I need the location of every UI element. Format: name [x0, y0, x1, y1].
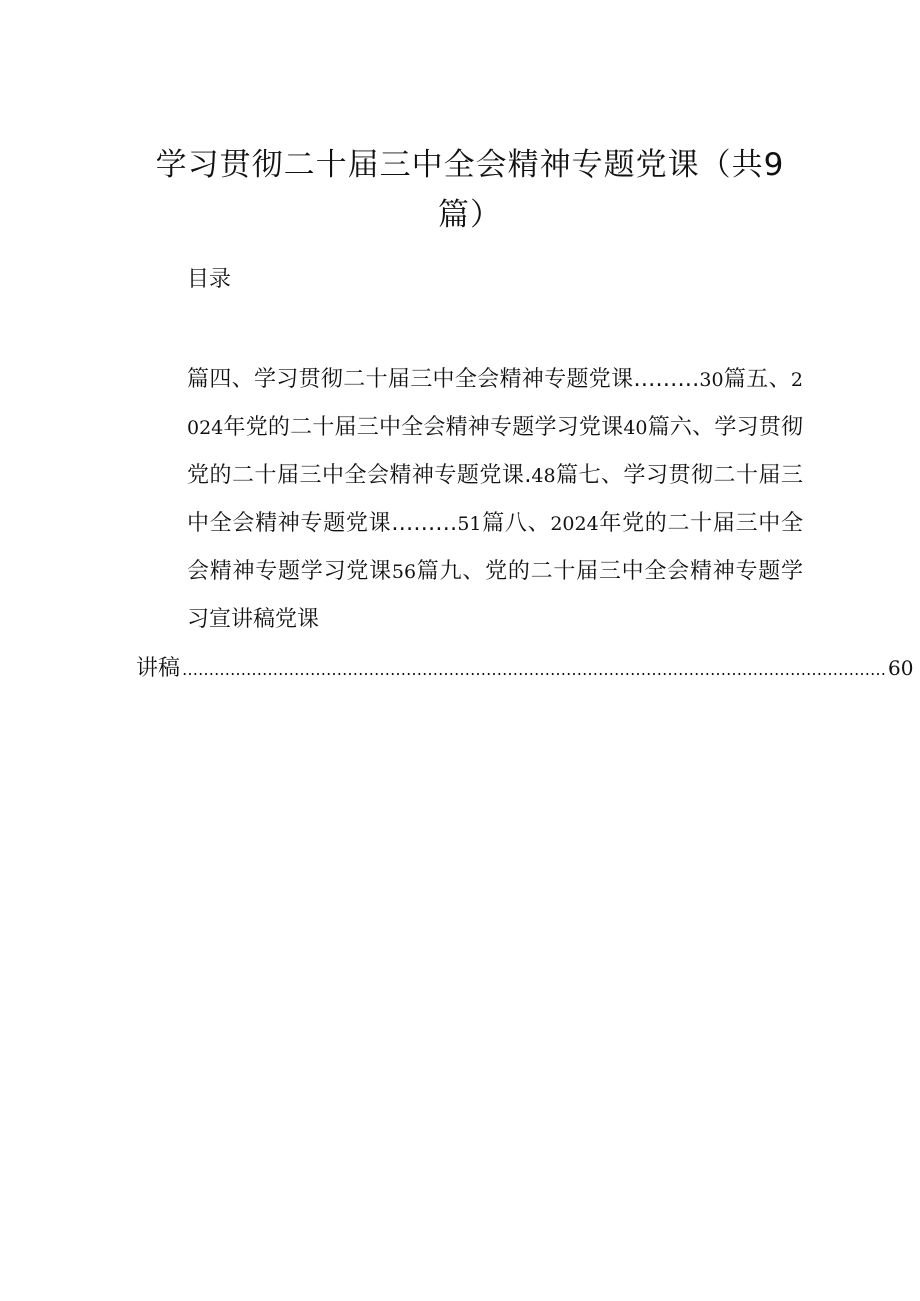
toc-year: 2024	[187, 369, 803, 439]
toc-last-entry	[136, 650, 914, 686]
toc-text-segment: 年党的二十届三中全会精神专题学习党课	[223, 415, 624, 440]
toc-text-segment: 年党的二十届三中全会精神专题学习党课	[187, 511, 803, 584]
toc-page-number: 48	[531, 465, 556, 487]
toc-page-number: 30	[699, 369, 724, 391]
toc-body	[187, 356, 803, 644]
toc-page-number: 60	[888, 656, 914, 680]
toc-page-number: 56	[391, 561, 417, 583]
toc-page-number: 40	[623, 417, 648, 439]
document-title: 学习贯彻二十届三中全会精神专题党课（共9篇）	[155, 147, 785, 233]
toc-text-segment: 篇五、	[723, 367, 791, 392]
toc-text-segment: 篇九、党的二十届三中全会精神专题学习宣讲稿党课	[187, 559, 803, 632]
toc-dot-leader: ……………………………………………………………………………………………………………………	[182, 660, 887, 679]
toc-heading: 目录	[187, 267, 232, 292]
toc-text-segment: 篇七、学习贯彻二十届三中全会精神专题党课………	[187, 463, 803, 536]
toc-text-segment: 篇六、学习贯彻党的二十届三中全会精神专题党课.	[187, 415, 803, 488]
toc-page-number: 51	[457, 513, 482, 535]
toc-text-segment: 篇八、	[481, 511, 551, 536]
toc-text-segment: 篇四、学习贯彻二十届三中全会精神专题党课………	[187, 367, 700, 392]
toc-last-entry-label: 讲稿	[136, 656, 181, 681]
toc-year: 2024	[550, 513, 599, 535]
